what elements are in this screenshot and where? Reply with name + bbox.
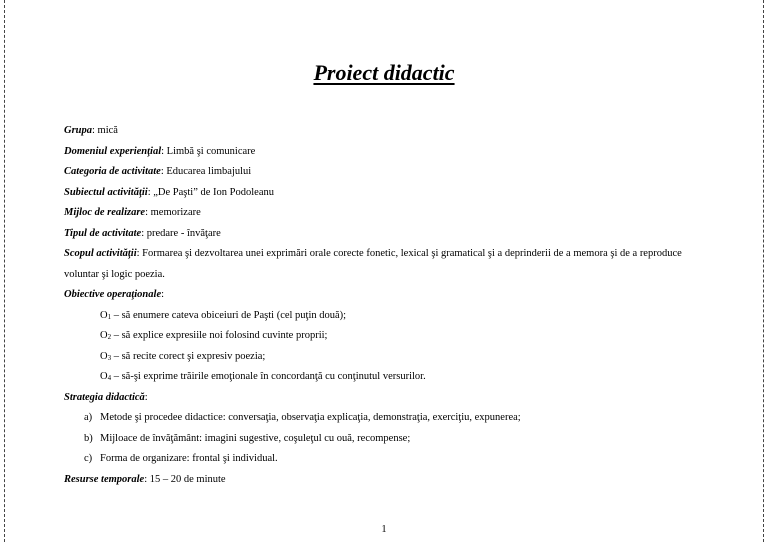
strategy-marker: b) bbox=[84, 432, 93, 444]
objective-index: 1 bbox=[107, 312, 112, 321]
field-label: Scopul activităţii bbox=[64, 248, 137, 259]
strategy-item bbox=[64, 408, 714, 429]
objective-text: – să-şi exprime trăirile emoţionale în concordanţă cu conţinutul versurilor. bbox=[111, 371, 426, 382]
objective-index: 3 bbox=[107, 353, 112, 362]
objective-index: 4 bbox=[107, 374, 112, 382]
field-label: Mijloc de realizare bbox=[64, 207, 146, 218]
field-value: : Formarea şi dezvoltarea unei exprimări orale corecte fonetic, lexical şi gramatical şi a deprinderii de a memora şi de a reproduce voluntar şi logic poezia. bbox=[64, 248, 682, 280]
field-strategia bbox=[64, 388, 714, 409]
field-label: Obiective operaţionale bbox=[64, 289, 162, 300]
field-label: Resurse temporale bbox=[64, 473, 145, 485]
objective-code: O bbox=[100, 330, 108, 341]
objective-text: – să explice expresiile noi folosind cuvinte proprii; bbox=[111, 330, 328, 341]
field-scopul bbox=[64, 244, 714, 285]
objective-item bbox=[64, 306, 714, 327]
strategy-item bbox=[64, 429, 714, 450]
field-obiective bbox=[64, 285, 714, 306]
field-label: Grupa bbox=[64, 125, 93, 136]
objective-text: – să recite corect şi expresiv poezia; bbox=[111, 350, 266, 362]
field-resurse bbox=[64, 470, 714, 491]
field-value: : memorizare bbox=[145, 207, 201, 218]
objective-item bbox=[64, 326, 714, 347]
field-value: : „De Paşti” de Ion Podoleanu bbox=[147, 186, 274, 198]
field-value: : bbox=[161, 289, 165, 300]
objective-code: O bbox=[100, 371, 108, 382]
field-value: : Limbă şi comunicare bbox=[161, 145, 256, 157]
objective-index: 2 bbox=[107, 333, 112, 341]
strategy-marker: c) bbox=[84, 453, 93, 464]
field-value: : Educarea limbajului bbox=[160, 166, 252, 177]
strategy-item bbox=[64, 449, 714, 470]
field-subiectul bbox=[64, 183, 714, 204]
field-domeniu bbox=[64, 142, 714, 163]
objective-code: O bbox=[100, 350, 108, 362]
field-grupa bbox=[64, 121, 714, 142]
field-tipul bbox=[64, 224, 714, 245]
strategy-text: Metode şi procedee didactice: conversaţia, observaţia explicaţia, demonstraţia, exerciţiu, expunerea; bbox=[100, 412, 521, 423]
strategy-text: Mijloace de învăţământ: imagini sugestive, coşuleţul cu ouă, recompense; bbox=[100, 432, 411, 444]
objective-item bbox=[64, 367, 714, 388]
field-label: Categoria de activitate bbox=[64, 166, 161, 177]
page-title: Proiect didactic bbox=[313, 60, 455, 85]
field-value: : 15 – 20 de minute bbox=[144, 473, 226, 485]
strategy-text: Forma de organizare: frontal şi individual. bbox=[100, 453, 278, 464]
objective-code: O bbox=[100, 309, 108, 321]
field-mijloc bbox=[64, 203, 714, 224]
field-label: Subiectul activităţii bbox=[64, 186, 148, 198]
field-value: : predare - învăţare bbox=[141, 227, 221, 239]
objective-item bbox=[64, 347, 714, 368]
field-label: Domeniul experienţial bbox=[64, 145, 162, 157]
field-value: : mică bbox=[92, 125, 118, 136]
document-body bbox=[64, 121, 714, 490]
strategy-marker: a) bbox=[84, 412, 93, 423]
field-categoria bbox=[64, 162, 714, 183]
field-label: Tipul de activitate bbox=[64, 227, 142, 239]
objective-text: – să enumere cateva obiceiuri de Paşti (cel puţin două); bbox=[111, 309, 347, 321]
page-number: 1 bbox=[381, 524, 387, 535]
field-label: Strategia didactică bbox=[64, 391, 145, 403]
field-value: : bbox=[144, 391, 148, 403]
